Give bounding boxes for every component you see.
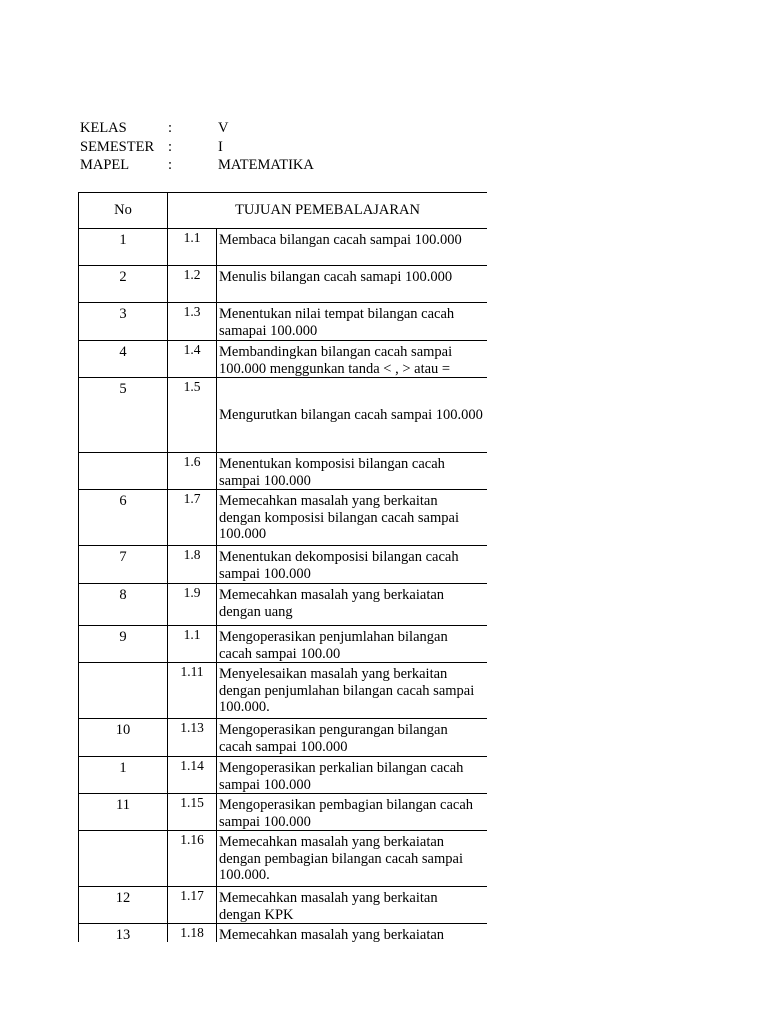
objective-code: 1.7 — [168, 490, 217, 546]
row-number: 5 — [79, 378, 168, 453]
row-number — [79, 453, 168, 490]
table-row — [79, 757, 488, 794]
objective-code: 1.1 — [168, 626, 217, 663]
objective-text: Menentukan dekomposisi bilangan cacah sampai 100.000 — [217, 546, 488, 584]
kelas-label: KELAS — [80, 120, 127, 136]
objective-text: Mengoperasikan perkalian bilangan cacah sampai 100.000 — [217, 757, 488, 794]
kelas-colon: : — [168, 120, 173, 136]
objective-code: 1.1 — [168, 229, 217, 266]
table-row — [79, 719, 488, 757]
mapel-colon: : — [168, 157, 173, 173]
objective-text: Memecahkan masalah yang berkaiatan dengan uang — [217, 584, 488, 626]
semester-value: I — [218, 138, 223, 155]
column-header-no: No — [79, 193, 168, 229]
objective-code: 1.14 — [168, 757, 217, 794]
row-number: 4 — [79, 341, 168, 378]
row-number: 1 — [79, 229, 168, 266]
objective-code: 1.5 — [168, 378, 217, 453]
objective-code: 1.16 — [168, 831, 217, 887]
row-number: 6 — [79, 490, 168, 546]
objective-text: Mengoperasikan pembagian bilangan cacah sampai 100.000 — [217, 794, 488, 831]
table-row — [79, 229, 488, 266]
table-row — [79, 303, 488, 341]
objective-text: Mengurutkan bilangan cacah sampai 100.000 — [217, 378, 488, 453]
table-row — [79, 266, 488, 303]
objective-text: Mengoperasikan penjumlahan bilangan cacah sampai 100.00 — [217, 626, 488, 663]
objective-text: Menentukan komposisi bilangan cacah sampai 100.000 — [217, 453, 488, 490]
table-row — [79, 663, 488, 719]
objective-text: Memecahkan masalah yang berkaiatan — [217, 924, 488, 943]
row-number: 1 — [79, 757, 168, 794]
row-number: 3 — [79, 303, 168, 341]
row-number: 8 — [79, 584, 168, 626]
objective-code: 1.17 — [168, 887, 217, 924]
row-number: 2 — [79, 266, 168, 303]
objective-text: Memecahkan masalah yang berkaitan dengan komposisi bilangan cacah sampai 100.000 — [217, 490, 488, 546]
objective-code: 1.9 — [168, 584, 217, 626]
objective-code: 1.11 — [168, 663, 217, 719]
objective-text: Memecahkan masalah yang berkaiatan dengan pembagian bilangan cacah sampai 100.000. — [217, 831, 488, 887]
table-row — [79, 453, 488, 490]
objective-text: Menulis bilangan cacah samapi 100.000 — [217, 266, 488, 303]
table-row — [79, 546, 488, 584]
table-row — [79, 490, 488, 546]
row-number: 7 — [79, 546, 168, 584]
kelas-value: V — [218, 120, 229, 136]
table-row — [79, 831, 488, 887]
objective-text: Menyelesaikan masalah yang berkaitan dengan penjumlahan bilangan cacah sampai 100.000. — [217, 663, 488, 719]
table-row — [79, 341, 488, 378]
objective-text: Memecahkan masalah yang berkaitan dengan KPK — [217, 887, 488, 924]
row-number — [79, 663, 168, 719]
row-number: 13 — [79, 924, 168, 943]
table-header-row — [79, 193, 488, 229]
objective-text: Membandingkan bilangan cacah sampai 100.000 menggunkan tanda < , > atau = — [217, 341, 488, 378]
row-number: 10 — [79, 719, 168, 757]
objective-code: 1.8 — [168, 546, 217, 584]
row-number — [79, 831, 168, 887]
table-row — [79, 794, 488, 831]
objective-text: Mengoperasikan pengurangan bilangan cacah sampai 100.000 — [217, 719, 488, 757]
semester-label: SEMESTER — [80, 138, 155, 155]
table-row — [79, 924, 488, 943]
row-number: 11 — [79, 794, 168, 831]
objective-code: 1.4 — [168, 341, 217, 378]
column-header-tujuan: TUJUAN PEMEBALAJARAN — [168, 193, 488, 229]
row-number: 12 — [79, 887, 168, 924]
table-row — [79, 887, 488, 924]
semester-colon: : — [168, 138, 173, 155]
objective-code: 1.6 — [168, 453, 217, 490]
objective-code: 1.13 — [168, 719, 217, 757]
objective-code: 1.3 — [168, 303, 217, 341]
objective-code: 1.2 — [168, 266, 217, 303]
objective-code: 1.15 — [168, 794, 217, 831]
objective-code: 1.18 — [180, 925, 204, 940]
objective-text: Membaca bilangan cacah sampai 100.000 — [217, 229, 488, 266]
mapel-label: MAPEL — [80, 157, 130, 173]
row-number: 9 — [79, 626, 168, 663]
table-row — [79, 378, 488, 453]
table-row — [79, 626, 488, 663]
learning-objectives-table — [78, 192, 487, 942]
mapel-value: MATEMATIKA — [218, 157, 314, 173]
objective-text: Menentukan nilai tempat bilangan cacah samapai 100.000 — [217, 303, 488, 341]
table-row — [79, 584, 488, 626]
